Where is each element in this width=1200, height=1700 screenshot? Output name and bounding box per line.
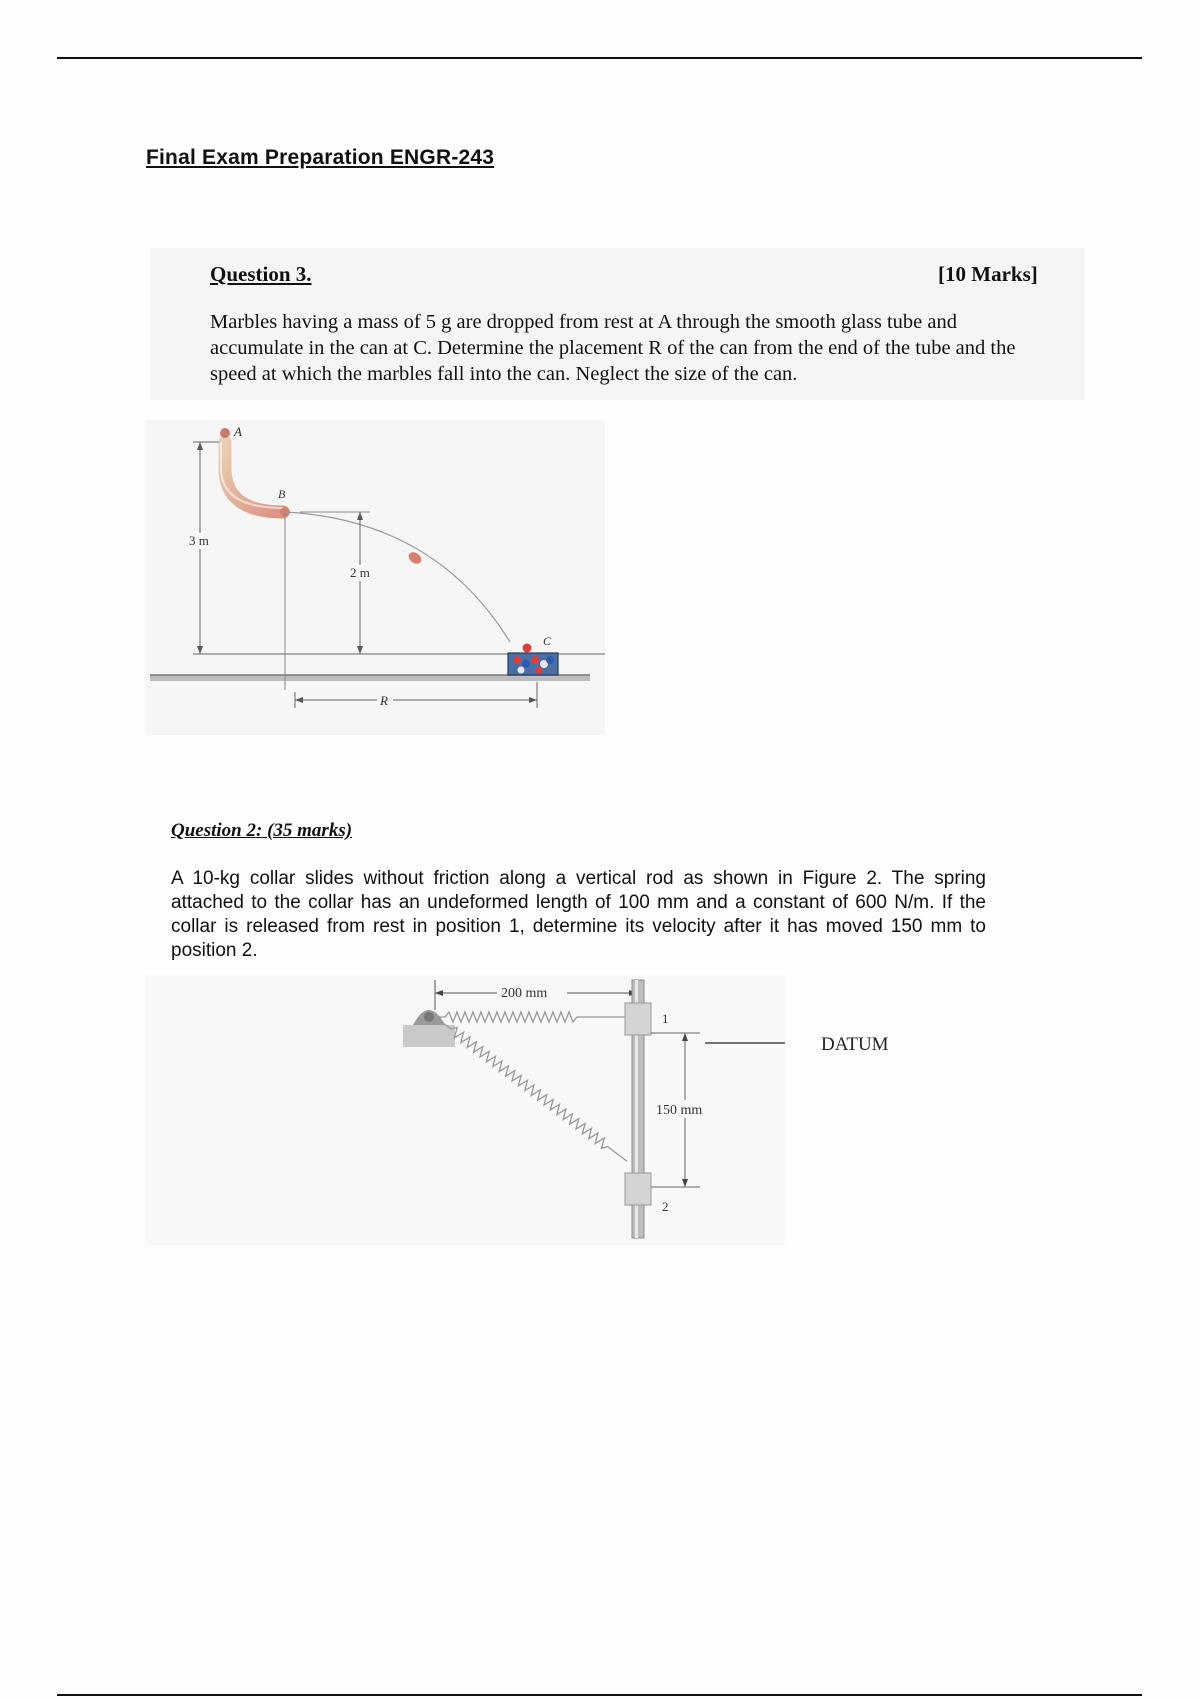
label-b: B bbox=[278, 487, 286, 501]
question-3-text: Marbles having a mass of 5 g are dropped from rest at A through the smooth glass tube and accumulate in the can at C. Determine the placement R of the can from the end of the tube and the speed at which the marbles fall into the can. Neglect the size of the can. bbox=[210, 311, 1016, 385]
point-a-marble bbox=[220, 428, 230, 438]
glass-tube bbox=[225, 442, 283, 512]
top-rule bbox=[57, 57, 1142, 59]
collar-position-1 bbox=[625, 1003, 651, 1035]
label-200mm: 200 mm bbox=[501, 986, 548, 1001]
ground bbox=[150, 675, 590, 681]
label-150mm: 150 mm bbox=[656, 1103, 703, 1118]
wall-support bbox=[403, 1025, 455, 1047]
marble-tube-figure bbox=[145, 420, 605, 735]
collar-spring-figure bbox=[145, 975, 1095, 1245]
label-datum: DATUM bbox=[821, 1034, 889, 1055]
trajectory bbox=[285, 512, 510, 642]
label-2m: 2 m bbox=[350, 565, 370, 580]
question-2-text: A 10-kg collar slides without friction along a vertical rod as shown in Figure 2. The spring attached to the collar has an undeformed length of 100 mm and a constant of 600 N/m. If the collar is released from rest in position 1, determine its velocity after it has moved 150 mm to position 2. bbox=[171, 868, 986, 961]
label-r: R bbox=[380, 693, 388, 708]
question-2-heading: Question 2: (35 marks) bbox=[171, 820, 353, 841]
label-3m: 3 m bbox=[189, 533, 209, 548]
falling-marble bbox=[406, 550, 423, 566]
question-3-marks: [10 Marks] bbox=[938, 262, 1038, 286]
label-c: C bbox=[543, 634, 552, 648]
label-position-1: 1 bbox=[662, 1011, 669, 1026]
pivot bbox=[424, 1012, 434, 1022]
page-title: Final Exam Preparation ENGR-243 bbox=[146, 146, 495, 169]
collar-position-2 bbox=[625, 1173, 651, 1205]
question-3-heading: Question 3. bbox=[210, 262, 312, 286]
label-a: A bbox=[234, 424, 242, 439]
label-position-2: 2 bbox=[662, 1199, 669, 1214]
bottom-rule bbox=[57, 1694, 1142, 1696]
